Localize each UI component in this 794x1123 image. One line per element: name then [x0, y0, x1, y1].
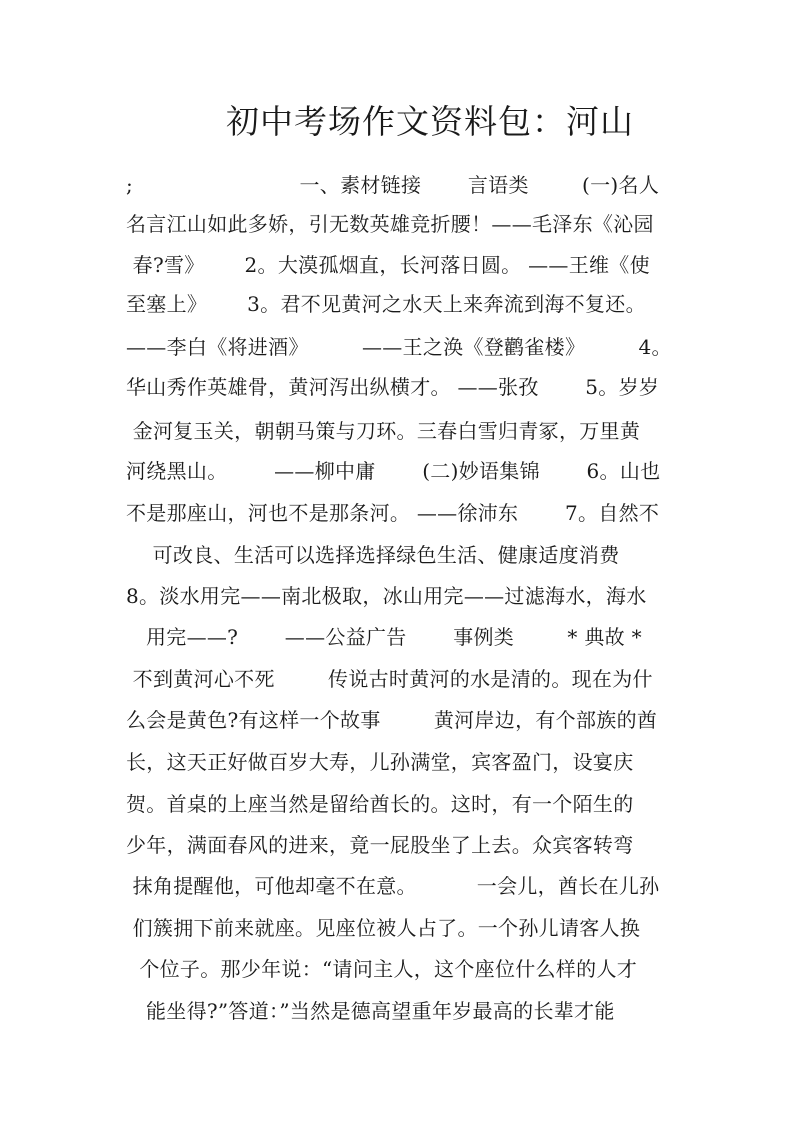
text-line-7: 金河复玉关，朝朝马策与刀环。三春白雪归青冢，万里黄 — [126, 419, 641, 443]
text-line-15: 长，这天正好做百岁大寿，儿孙满堂，宾客盈门，设宴庆 — [126, 750, 634, 774]
text-line-19: 们簇拥下前来就座。见座位被人占了。一个孙儿请客人换 — [126, 916, 641, 940]
text-line-8: 河绕黑山。 ——柳中庸 (二)妙语集锦 6。山也 — [126, 459, 661, 483]
text-line-4: 至塞上》 3。君不见黄河之水天上来奔流到海不复还。 — [126, 292, 646, 316]
text-line-3: 春?雪》 2。大漠孤烟直，长河落日圆。 ——王维《使 — [126, 253, 650, 277]
text-line-17: 少年，满面春风的进来，竟一屁股坐了上去。众宾客转弯 — [126, 833, 634, 857]
text-line-21: 能坐得?”答道：”当然是德高望重年岁最高的长辈才能 — [126, 999, 615, 1023]
text-line-20: 个位子。那少年说：“请问主人，这个座位什么样的人才 — [126, 957, 638, 981]
text-line-14: 么会是黄色?有这样一个故事 黄河岸边，有个部族的酋 — [126, 708, 658, 732]
text-line-13: 不到黄河心不死 传说古时黄河的水是清的。现在为什 — [126, 667, 653, 691]
text-line-1: ; 一、素材链接 言语类 (一)名人 — [126, 173, 660, 197]
text-line-2: 名言江山如此多娇，引无数英雄竞折腰！——毛泽东《沁园 — [126, 212, 654, 236]
text-line-10: 可改良、生活可以选择选择绿色生活、健康适度消费 — [126, 543, 620, 567]
text-line-6: 华山秀作英雄骨，黄河泻出纵横才。 ——张孜 5。岁岁 — [126, 375, 660, 399]
text-line-9: 不是那座山，河也不是那条河。 ——徐沛东 7。自然不 — [126, 501, 660, 525]
text-line-16: 贺。首桌的上座当然是留给酋长的。这时，有一个陌生的 — [126, 792, 634, 816]
document-title: 初中考场作文资料包：河山 — [226, 102, 634, 141]
text-line-11: 8。淡水用完——南北极取，冰山用完——过滤海水，海水 — [126, 584, 647, 608]
text-line-5: ——李白《将进酒》 ——王之涣《登鹳雀楼》 4。 — [126, 335, 672, 359]
text-line-18: 抹角提醒他，可他却毫不在意。 一会儿，酋长在儿孙 — [126, 874, 660, 898]
text-line-12: 用完——? ——公益广告 事例类 * 典故 * — [126, 625, 642, 649]
